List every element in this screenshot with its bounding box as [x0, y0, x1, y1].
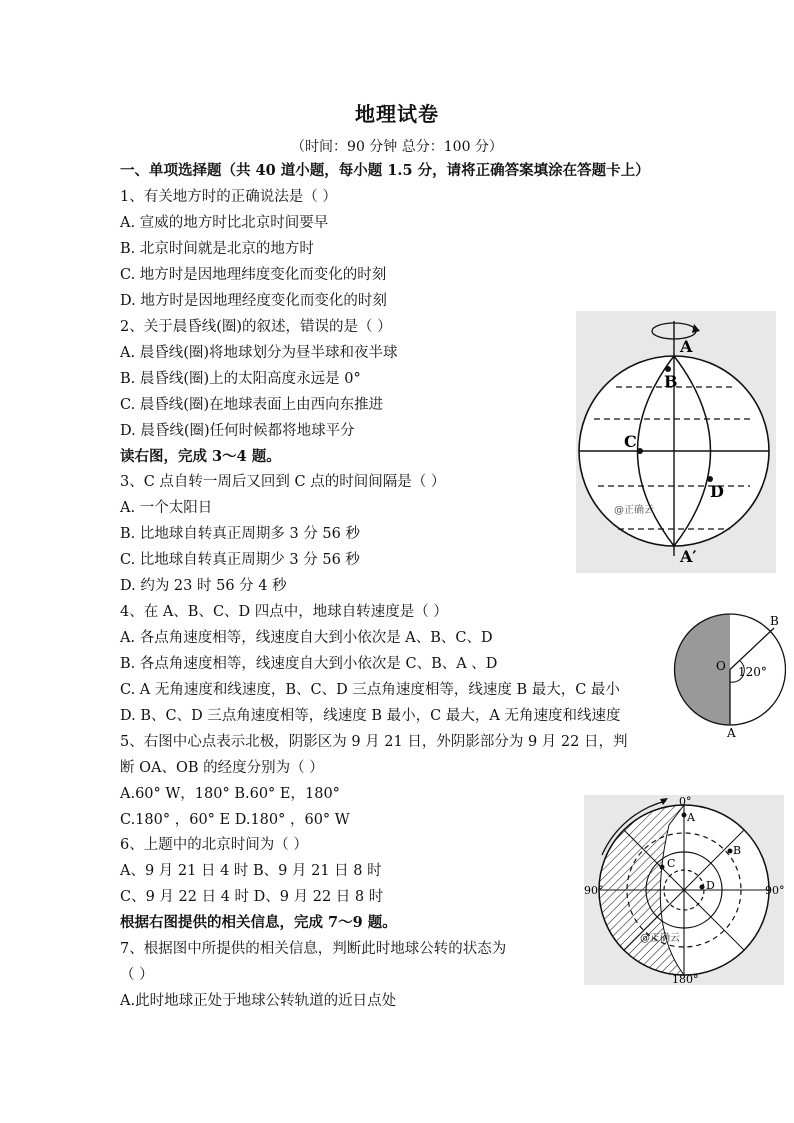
q7-option-a: A.此时地球正处于地球公转轨道的近日点处 — [120, 993, 397, 1009]
q6-options-ab: A、9 月 21 日 4 时 B、9 月 21 日 8 时 — [120, 863, 382, 879]
q4-option-b: B. 各点角速度相等，线速度自大到小依次是 C、B、A 、D — [120, 656, 498, 672]
exam-info: （时间：90 分钟 总分：100 分） — [291, 139, 503, 155]
angle-label: 120° — [738, 665, 767, 679]
q4-option-c: C. A 无角速度和线速度，B、C、D 三点角速度相等，线速度 B 最大，C 最小 — [120, 682, 620, 698]
question-5: 5、右图中心点表示北极，阴影区为 9 月 21 日，外阴影部分为 9 月 22 日，判 — [120, 734, 628, 750]
label-0-deg: 0° — [679, 795, 692, 808]
watermark: @正确云 — [640, 933, 680, 944]
polar-hatched-figure — [584, 795, 784, 985]
label-a: A — [680, 337, 693, 356]
q3-option-d: D. 约为 23 时 56 分 4 秒 — [120, 578, 287, 594]
label-180: 180° — [672, 973, 699, 985]
question-3: 3、C 点自转一周后又回到 C 点的时间间隔是（ ） — [120, 474, 446, 490]
label-90-right: 90° — [765, 884, 784, 897]
q3-option-c: C. 比地球自转真正周期少 3 分 56 秒 — [120, 552, 360, 568]
label-c: C — [624, 432, 637, 451]
q1-option-d: D. 地方时是因地理经度变化而变化的时刻 — [120, 293, 387, 309]
label-d: D — [706, 879, 715, 892]
page-title: 地理试卷 — [355, 102, 439, 126]
polar-shaded-figure — [668, 612, 786, 740]
q2-option-d: D. 晨昏线(圈)任何时候都将地球平分 — [120, 423, 355, 439]
question-7: 7、根据图中所提供的相关信息，判断此时地球公转的状态为 — [120, 941, 507, 957]
instruction-3-4: 读右图，完成 3～4 题。 — [120, 448, 281, 465]
label-o: O — [716, 659, 726, 673]
question-2: 2、关于晨昏线(圈)的叙述，错误的是（ ） — [120, 319, 392, 335]
globe-figure — [576, 311, 776, 573]
q3-option-a: A. 一个太阳日 — [120, 500, 213, 516]
question-5-cont: 断 OA、OB 的经度分别为（ ） — [120, 760, 324, 776]
q2-option-a: A. 晨昏线(圈)将地球划分为昼半球和夜半球 — [120, 345, 398, 361]
q5-options-cd: C.180° ，60° E D.180° ，60° W — [120, 812, 350, 828]
label-a: A — [727, 726, 736, 740]
q2-option-b: B. 晨昏线(圈)上的太阳高度永远是 0° — [120, 371, 361, 387]
section-heading: 一、单项选择题（共 40 道小题，每小题 1.5 分，请将正确答案填涂在答题卡上） — [120, 162, 650, 179]
label-b: B — [664, 372, 678, 391]
label-b: B — [733, 844, 742, 857]
q1-option-a: A. 宣威的地方时比北京时间要早 — [120, 215, 329, 231]
q2-option-c: C. 晨昏线(圈)在地球表面上由西向东推进 — [120, 397, 384, 413]
q4-option-a: A. 各点角速度相等，线速度自大到小依次是 A、B、C、D — [120, 630, 493, 646]
question-4: 4、在 A、B、C、D 四点中，地球自转速度是（ ） — [120, 604, 448, 620]
label-b: B — [770, 614, 779, 628]
label-d: D — [710, 482, 724, 501]
q6-options-cd: C、9 月 22 日 4 时 D、9 月 22 日 8 时 — [120, 889, 384, 905]
q1-option-c: C. 地方时是因地理纬度变化而变化的时刻 — [120, 267, 387, 283]
watermark: @正确云 — [614, 505, 654, 516]
q1-option-b: B. 北京时间就是北京的地方时 — [120, 241, 314, 257]
question-1: 1、有关地方时的正确说法是（ ） — [120, 189, 337, 205]
label-c: C — [667, 857, 676, 870]
label-a: A — [687, 811, 695, 824]
instruction-7-9: 根据右图提供的相关信息，完成 7～9 题。 — [120, 914, 397, 931]
label-a-prime: A′ — [680, 547, 697, 566]
q5-options-ab: A.60° W，180° B.60° E，180° — [120, 786, 340, 802]
q3-option-b: B. 比地球自转真正周期多 3 分 56 秒 — [120, 526, 360, 542]
label-90-left: 90° — [584, 884, 604, 897]
q4-option-d: D. B、C、D 三点角速度相等，线速度 B 最小，C 最大，A 无角速度和线速度 — [120, 708, 621, 724]
question-7-cont: （ ） — [120, 967, 154, 983]
question-6: 6、上题中的北京时间为（ ） — [120, 837, 308, 853]
